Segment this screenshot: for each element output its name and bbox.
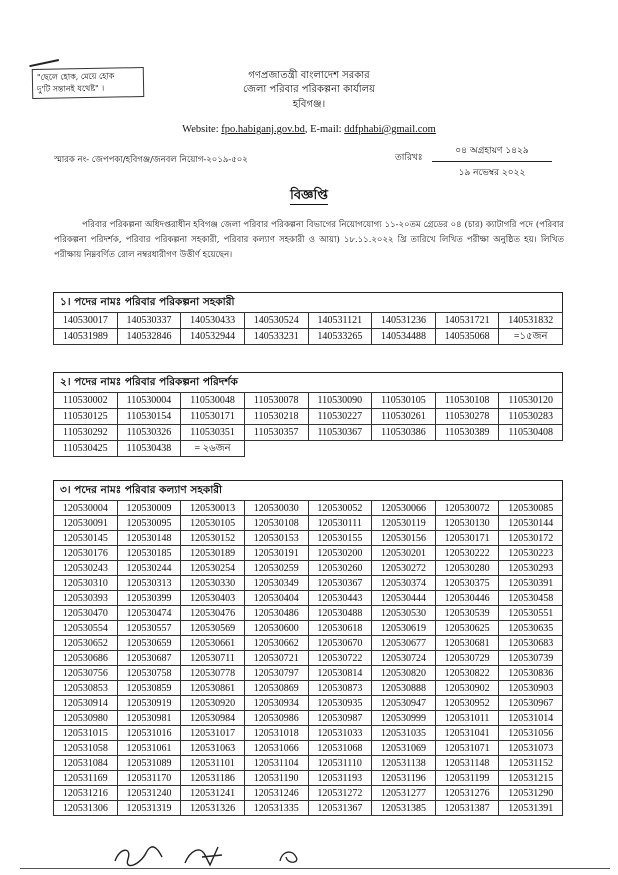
roll-number-cell: 140532944	[181, 329, 245, 345]
roll-number-cell: 120531017	[181, 726, 245, 741]
roll-number-cell: 120530722	[308, 651, 372, 666]
roll-number-cell: 120530185	[117, 546, 181, 561]
roll-number-cell: 120530659	[117, 636, 181, 651]
roll-number-cell: 120530554	[54, 621, 118, 636]
roll-number-cell: 110530227	[308, 409, 372, 425]
roll-number-cell: 110530389	[435, 425, 499, 441]
roll-number-cell: 120531011	[435, 711, 499, 726]
roll-number-cell: 120530052	[308, 501, 372, 516]
roll-number-cell: 120531061	[117, 741, 181, 756]
empty-cell	[499, 441, 563, 457]
roll-number-cell: 120530987	[308, 711, 372, 726]
section-family-welfare-assistant	[53, 480, 563, 816]
table-row	[54, 651, 563, 666]
roll-number-cell: 120530635	[499, 621, 563, 636]
email-label: , E-mail:	[304, 124, 345, 135]
roll-number-cell: 120530171	[435, 531, 499, 546]
roll-number-cell: 120530859	[117, 681, 181, 696]
roll-number-cell: 120530797	[244, 666, 308, 681]
section-title: ২। পদের নামঃ পরিবার পরিকল্পনা পরিদর্শক	[53, 372, 563, 392]
date-english-calendar: ১৯ নভেম্বর ২০২২	[458, 168, 526, 178]
roll-number-cell: 120530375	[435, 576, 499, 591]
roll-number-cell: 140533265	[308, 329, 372, 345]
table-row	[54, 696, 563, 711]
roll-number-cell: 120530399	[117, 591, 181, 606]
roll-number-cell: 120530201	[372, 546, 436, 561]
roll-number-cell: 120530404	[244, 591, 308, 606]
roll-number-cell: 120530935	[308, 696, 372, 711]
roll-number-cell: 120530986	[244, 711, 308, 726]
table-row	[54, 561, 563, 576]
slogan-line-2: দু'টি সন্তানই যথেষ্ট" ।	[37, 83, 105, 94]
roll-number-cell: 120531385	[372, 801, 436, 816]
table-row	[54, 501, 563, 516]
roll-number-cell: 120530999	[372, 711, 436, 726]
roll-number-cell: 120531199	[435, 771, 499, 786]
table-row	[54, 711, 563, 726]
roll-number-cell: 140531989	[54, 329, 118, 345]
roll-number-cell: 120530861	[181, 681, 245, 696]
roll-number-cell: 140533231	[244, 329, 308, 345]
roll-number-cell: 110530004	[117, 393, 181, 409]
date-bangla-calendar: ০৪ অগ্রহায়ণ ১৪২৯	[432, 143, 552, 162]
roll-number-cell: 110530408	[499, 425, 563, 441]
roll-number-cell: 120530670	[308, 636, 372, 651]
roll-number-cell: 120531306	[54, 801, 118, 816]
roll-number-cell: 120531035	[372, 726, 436, 741]
roll-number-cell: 120530403	[181, 591, 245, 606]
roll-number-cell: 120530349	[244, 576, 308, 591]
roll-number-cell: 120530085	[499, 501, 563, 516]
roll-number-cell: 120531215	[499, 771, 563, 786]
roll-number-cell: 120530222	[435, 546, 499, 561]
roll-number-cell: 120531069	[372, 741, 436, 756]
roll-number-cell: 120531104	[244, 756, 308, 771]
roll-number-cell: 120530280	[435, 561, 499, 576]
roll-number-cell: 120530903	[499, 681, 563, 696]
table-row	[54, 409, 563, 425]
roll-number-cell: 120531015	[54, 726, 118, 741]
roll-number-cell: 120530934	[244, 696, 308, 711]
roll-number-cell: 120530683	[499, 636, 563, 651]
roll-number-cell: 120530539	[435, 606, 499, 621]
roll-number-cell: 120530254	[181, 561, 245, 576]
table-row	[54, 681, 563, 696]
roll-number-cell: =১৫জন	[499, 329, 563, 345]
roll-number-cell: 120531110	[308, 756, 372, 771]
roll-number-cell: 120530144	[499, 516, 563, 531]
roll-number-cell: 110530326	[117, 425, 181, 441]
roll-number-cell: 120531014	[499, 711, 563, 726]
roll-number-cell: 120530836	[499, 666, 563, 681]
roll-number-cell: 120530820	[372, 666, 436, 681]
roll-number-cell: 120530155	[308, 531, 372, 546]
government-title: গণপ্রজাতন্ত্রী বাংলাদেশ সরকার	[248, 70, 370, 81]
roll-number-cell: 120530869	[244, 681, 308, 696]
roll-number-cell: 120530091	[54, 516, 118, 531]
roll-number-cell: 120530980	[54, 711, 118, 726]
roll-number-cell: 140535068	[435, 329, 499, 345]
roll-number-cell: 120530914	[54, 696, 118, 711]
table-row	[54, 636, 563, 651]
table-row	[54, 425, 563, 441]
roll-number-cell: 120530814	[308, 666, 372, 681]
signatures	[110, 843, 350, 871]
roll-number-cell: 140532846	[117, 329, 181, 345]
table-row	[54, 786, 563, 801]
roll-number-cell: 120530391	[499, 576, 563, 591]
signature-1	[115, 847, 162, 866]
table-row	[54, 756, 563, 771]
roll-number-cell: 120531148	[435, 756, 499, 771]
roll-number-cell: 140530433	[181, 313, 245, 329]
roll-number-cell: 120530223	[499, 546, 563, 561]
roll-number-cell: 140531721	[435, 313, 499, 329]
contact-line	[0, 124, 618, 135]
roll-number-cell: 120530189	[181, 546, 245, 561]
notice-title	[0, 186, 618, 207]
roll-number-cell: 110530386	[372, 425, 436, 441]
signature-3	[280, 852, 297, 862]
roll-number-cell: 140531121	[308, 313, 372, 329]
roll-number-cell: 120530686	[54, 651, 118, 666]
roll-number-cell: 120530004	[54, 501, 118, 516]
roll-number-cell: 120530191	[244, 546, 308, 561]
roll-number-cell: 120531387	[435, 801, 499, 816]
empty-cell	[435, 441, 499, 457]
roll-number-cell: 140531236	[372, 313, 436, 329]
roll-number-cell: 120530444	[372, 591, 436, 606]
roll-number-cell: 120530488	[308, 606, 372, 621]
roll-number-cell: 120531216	[54, 786, 118, 801]
roll-number-cell: 120530681	[435, 636, 499, 651]
roll-number-cell: 120530721	[244, 651, 308, 666]
roll-number-cell: 120530952	[435, 696, 499, 711]
roll-number-cell: 120531066	[244, 741, 308, 756]
roll-number-cell: 120531138	[372, 756, 436, 771]
roll-number-cell: 120531018	[244, 726, 308, 741]
roll-number-cell: 120530625	[435, 621, 499, 636]
table-row	[54, 313, 563, 329]
roll-number-cell: 120530902	[435, 681, 499, 696]
roll-number-cell: 120531101	[181, 756, 245, 771]
roll-number-cell: 120530662	[244, 636, 308, 651]
table-row	[54, 531, 563, 546]
roll-number-cell: 110530078	[244, 393, 308, 409]
roll-number-cell: 120530920	[181, 696, 245, 711]
roll-number-cell: 110530438	[117, 441, 181, 457]
roll-number-cell: 120530259	[244, 561, 308, 576]
roll-number-cell: 110530090	[308, 393, 372, 409]
roll-number-cell: 120530310	[54, 576, 118, 591]
roll-number-cell: 120530013	[181, 501, 245, 516]
roll-number-cell: 120530374	[372, 576, 436, 591]
roll-number-cell: 120530244	[117, 561, 181, 576]
roll-number-cell: 110530292	[54, 425, 118, 441]
roll-number-cell: 120530981	[117, 711, 181, 726]
roll-number-cell: 120531276	[435, 786, 499, 801]
roll-number-cell: 120531089	[117, 756, 181, 771]
roll-number-cell: 120531169	[54, 771, 118, 786]
roll-number-cell: 120530367	[308, 576, 372, 591]
roll-number-cell: 110530261	[372, 409, 436, 425]
roll-number-cell: 120530119	[372, 516, 436, 531]
roll-number-cell: = ২৬জন	[181, 441, 245, 457]
roll-number-cell: 120531193	[308, 771, 372, 786]
district-name: হবিগঞ্জ।	[292, 99, 326, 110]
roll-number-cell: 120530661	[181, 636, 245, 651]
roll-number-cell: 120530476	[181, 606, 245, 621]
roll-number-cell: 120530677	[372, 636, 436, 651]
roll-number-cell: 120530778	[181, 666, 245, 681]
roll-number-cell: 120530108	[244, 516, 308, 531]
roll-table	[53, 500, 563, 816]
roll-number-cell: 120531246	[244, 786, 308, 801]
roll-number-cell: 120530947	[372, 696, 436, 711]
roll-number-cell: 120530618	[308, 621, 372, 636]
roll-number-cell: 120530443	[308, 591, 372, 606]
roll-number-cell: 120531068	[308, 741, 372, 756]
table-row	[54, 801, 563, 816]
roll-number-cell: 110530108	[435, 393, 499, 409]
roll-number-cell: 120530111	[308, 516, 372, 531]
roll-number-cell: 120530724	[372, 651, 436, 666]
roll-number-cell: 120531152	[499, 756, 563, 771]
roll-number-cell: 120530711	[181, 651, 245, 666]
roll-number-cell: 120530600	[244, 621, 308, 636]
roll-number-cell: 110530283	[499, 409, 563, 425]
roll-number-cell: 110530171	[181, 409, 245, 425]
table-row	[54, 621, 563, 636]
roll-number-cell: 120530172	[499, 531, 563, 546]
website-label: Website:	[182, 124, 222, 135]
roll-number-cell: 120530474	[117, 606, 181, 621]
roll-number-cell: 120530470	[54, 606, 118, 621]
roll-number-cell: 120530313	[117, 576, 181, 591]
roll-number-cell: 140530337	[117, 313, 181, 329]
roll-number-cell: 120530758	[117, 666, 181, 681]
section-title: ১। পদের নামঃ পরিবার পরিকল্পনা সহকারী	[53, 292, 563, 312]
signature-2	[185, 847, 222, 865]
roll-number-cell: 120530009	[117, 501, 181, 516]
roll-number-cell: 120530293	[499, 561, 563, 576]
roll-number-cell: 120531272	[308, 786, 372, 801]
roll-number-cell: 120530888	[372, 681, 436, 696]
roll-number-cell: 110530048	[181, 393, 245, 409]
roll-number-cell: 120530756	[54, 666, 118, 681]
roll-number-cell: 120531073	[499, 741, 563, 756]
roll-number-cell: 120531241	[181, 786, 245, 801]
roll-number-cell: 120531391	[499, 801, 563, 816]
roll-number-cell: 120530272	[372, 561, 436, 576]
roll-number-cell: 120531290	[499, 786, 563, 801]
roll-number-cell: 110530105	[372, 393, 436, 409]
roll-number-cell: 120530330	[181, 576, 245, 591]
roll-number-cell: 120531071	[435, 741, 499, 756]
roll-number-cell: 120530486	[244, 606, 308, 621]
table-row	[54, 606, 563, 621]
date-box	[432, 143, 552, 180]
roll-number-cell: 120531335	[244, 801, 308, 816]
roll-number-cell: 120530145	[54, 531, 118, 546]
roll-table	[53, 392, 563, 457]
table-row	[54, 771, 563, 786]
roll-number-cell: 140530524	[244, 313, 308, 329]
office-title: জেলা পরিবার পরিকল্পনা কার্যালয়	[242, 84, 376, 95]
roll-number-cell: 120530030	[244, 501, 308, 516]
roll-number-cell: 120530822	[435, 666, 499, 681]
roll-number-cell: 120530853	[54, 681, 118, 696]
roll-number-cell: 120530393	[54, 591, 118, 606]
table-row	[54, 329, 563, 345]
roll-number-cell: 120530739	[499, 651, 563, 666]
table-row	[54, 576, 563, 591]
roll-number-cell: 110530351	[181, 425, 245, 441]
date-label: তারিখঃ	[395, 153, 423, 163]
roll-number-cell: 120531041	[435, 726, 499, 741]
roll-number-cell: 110530425	[54, 441, 118, 457]
roll-number-cell: 120530557	[117, 621, 181, 636]
roll-number-cell: 110530154	[117, 409, 181, 425]
roll-number-cell: 120531326	[181, 801, 245, 816]
roll-number-cell: 120531240	[117, 786, 181, 801]
roll-number-cell: 120530619	[372, 621, 436, 636]
roll-number-cell: 120531058	[54, 741, 118, 756]
roll-number-cell: 120531063	[181, 741, 245, 756]
roll-number-cell: 120530687	[117, 651, 181, 666]
roll-number-cell: 110530120	[499, 393, 563, 409]
roll-number-cell: 120530551	[499, 606, 563, 621]
roll-number-cell: 120531319	[117, 801, 181, 816]
table-row	[54, 393, 563, 409]
roll-number-cell: 120530072	[435, 501, 499, 516]
page-bottom-rule	[20, 868, 610, 869]
roll-number-cell: 120530967	[499, 696, 563, 711]
roll-number-cell: 120530729	[435, 651, 499, 666]
roll-number-cell: 140530017	[54, 313, 118, 329]
table-row	[54, 516, 563, 531]
website-link[interactable]: fpo.habiganj.gov.bd	[221, 124, 305, 135]
notice-title-text: বিজ্ঞপ্তি	[290, 188, 328, 203]
notice-body: পরিবার পরিকল্পনা অধিদপ্তরাধীন হবিগঞ্জ জেলা পরিবার পরিকল্পনা বিভাগের নিয়োগযোগ্য ১১-২০তম গ্রেডের ০৪ (চার) ক্যাটাগরি পদে (পরিবার পরিকল্পনা পরিদর্শক, পরিবার পরিকল্পনা সহকারী, পরিবার কল্যাণ সহকারী ও আয়া) ১৮.১১.২০২২ খ্রি তারিখে লিখিত পরীক্ষা অনুষ্ঠিত হয়। লিখিত পরীক্ষায় নিম্নবর্ণিত রোল নম্বরধারীগণ উত্তীর্ণ হয়েছেন।	[54, 220, 564, 260]
roll-number-cell: 120530569	[181, 621, 245, 636]
roll-number-cell: 120531367	[308, 801, 372, 816]
roll-number-cell: 120531277	[372, 786, 436, 801]
table-row	[54, 726, 563, 741]
roll-number-cell: 120531084	[54, 756, 118, 771]
roll-number-cell: 120531033	[308, 726, 372, 741]
roll-number-cell: 120531016	[117, 726, 181, 741]
memo-number: স্মারক নং- জেপপকা/হবিগঞ্জ/জনবল নিয়োগ-২০১৯-৫০২	[54, 155, 248, 165]
table-row	[54, 546, 563, 561]
roll-number-cell: 120530919	[117, 696, 181, 711]
roll-number-cell: 120530095	[117, 516, 181, 531]
empty-cell	[308, 441, 372, 457]
roll-number-cell: 140531832	[499, 313, 563, 329]
roll-number-cell: 120530148	[117, 531, 181, 546]
roll-number-cell: 110530357	[244, 425, 308, 441]
roll-number-cell: 120530156	[372, 531, 436, 546]
roll-number-cell: 120530200	[308, 546, 372, 561]
roll-number-cell: 120530530	[372, 606, 436, 621]
roll-number-cell: 110530367	[308, 425, 372, 441]
table-row	[54, 591, 563, 606]
roll-number-cell: 120531196	[372, 771, 436, 786]
roll-number-cell: 120531186	[181, 771, 245, 786]
roll-number-cell: 120530130	[435, 516, 499, 531]
table-row	[54, 441, 563, 457]
roll-table	[53, 312, 563, 345]
roll-number-cell: 120530243	[54, 561, 118, 576]
roll-number-cell: 120531056	[499, 726, 563, 741]
roll-number-cell: 120530652	[54, 636, 118, 651]
table-row	[54, 666, 563, 681]
empty-cell	[372, 441, 436, 457]
empty-cell	[244, 441, 308, 457]
roll-number-cell: 120530873	[308, 681, 372, 696]
email-link[interactable]: ddfphabi@gmail.com	[344, 124, 436, 135]
roll-number-cell: 110530002	[54, 393, 118, 409]
section-family-planning-assistant	[53, 292, 563, 345]
slogan-line-1: "ছেলে হোক, মেয়ে হোক	[36, 71, 115, 82]
roll-number-cell: 110530278	[435, 409, 499, 425]
roll-number-cell: 140534488	[372, 329, 436, 345]
table-row	[54, 741, 563, 756]
roll-number-cell: 120531190	[244, 771, 308, 786]
roll-number-cell: 120531170	[117, 771, 181, 786]
roll-number-cell: 120530153	[244, 531, 308, 546]
section-title: ৩। পদের নামঃ পরিবার কল্যাণ সহকারী	[53, 480, 563, 500]
roll-number-cell: 120530984	[181, 711, 245, 726]
roll-number-cell: 120530066	[372, 501, 436, 516]
roll-number-cell: 120530260	[308, 561, 372, 576]
section-family-planning-inspector	[53, 372, 563, 457]
roll-number-cell: 120530105	[181, 516, 245, 531]
roll-number-cell: 120530446	[435, 591, 499, 606]
roll-number-cell: 120530176	[54, 546, 118, 561]
roll-number-cell: 120530152	[181, 531, 245, 546]
roll-number-cell: 110530125	[54, 409, 118, 425]
roll-number-cell: 120530458	[499, 591, 563, 606]
roll-number-cell: 110530218	[244, 409, 308, 425]
